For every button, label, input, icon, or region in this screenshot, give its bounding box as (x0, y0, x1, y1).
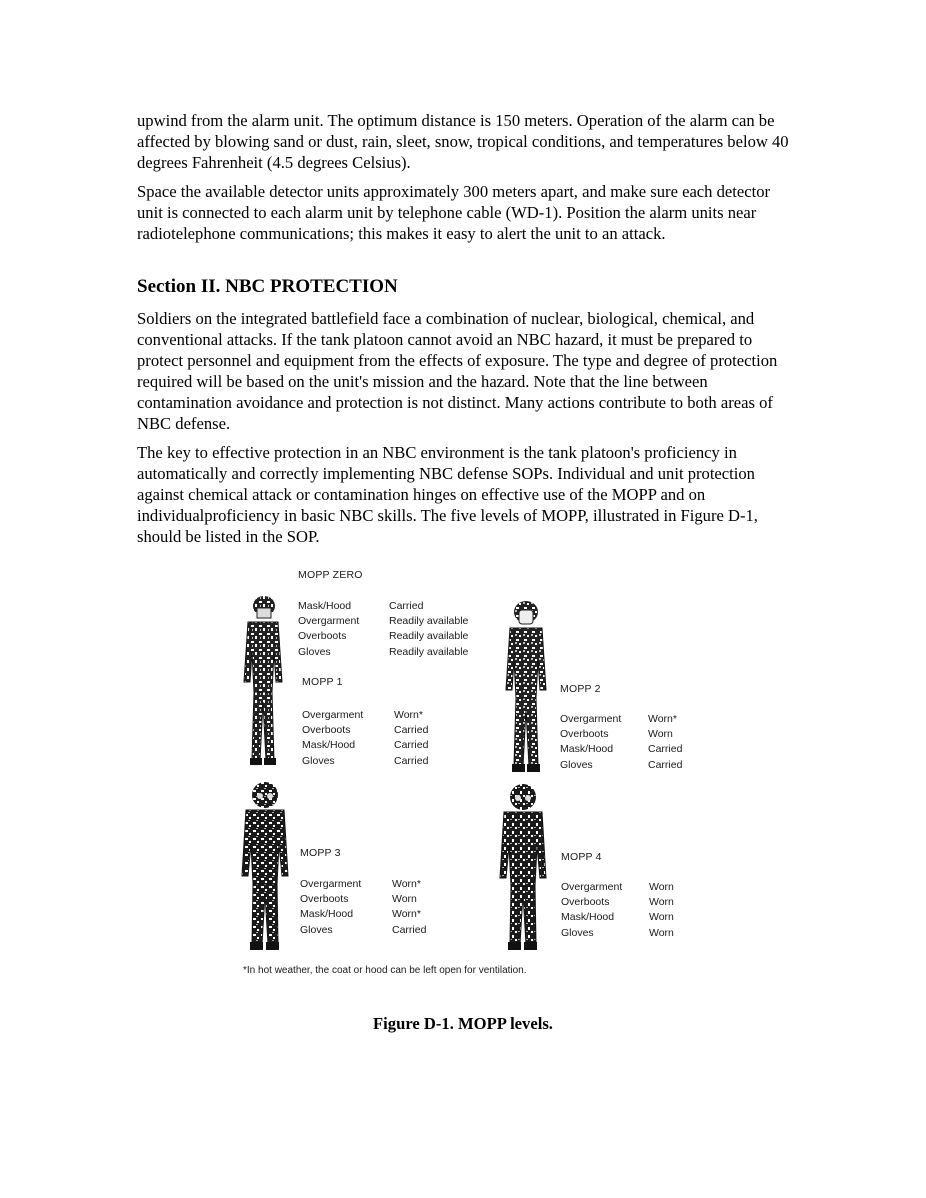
mopp-4-item: Gloves (561, 926, 594, 939)
mopp-2-status: Carried (648, 743, 683, 756)
mopp-zero-title: MOPP ZERO (298, 569, 363, 581)
mopp-1-status: Carried (394, 724, 429, 737)
figure-footnote: *In hot weather, the coat or hood can be left open for ventilation. (243, 965, 527, 976)
mopp-1-status: Carried (394, 739, 429, 752)
mopp-4-item: Overboots (561, 896, 610, 909)
mopp-1-title: MOPP 1 (302, 676, 343, 688)
mopp-zero-item: Mask/Hood (298, 600, 352, 612)
mopp-2-status: Worn* (648, 713, 677, 725)
mopp-zero-status: Readily available (389, 645, 469, 658)
mopp-3-item: Overgarment (300, 878, 362, 890)
mopp-1-status: Carried (394, 754, 429, 767)
soldier-mopp-3-illustration (236, 780, 294, 954)
mopp-zero-status: Readily available (389, 630, 469, 643)
mopp-2-status: Carried (648, 758, 683, 771)
mopp-3-item: Gloves (300, 923, 333, 936)
paragraph-detector-spacing: Space the available detector units approximately 300 meters apart, and make sure each detector unit is connected to each alarm unit by telephone cable (WD-1). Position the alarm units near radiotelephone communications; this makes it easy to alert the unit to an attack. (137, 182, 771, 243)
mopp-3-status: Worn* (392, 878, 421, 890)
mopp-1-item: Overboots (302, 724, 351, 737)
mopp-3-status: Worn* (392, 908, 421, 921)
mopp-3-item: Overboots (300, 893, 349, 906)
mopp-2-item: Overboots (560, 728, 609, 741)
mopp-zero-status: Readily available (389, 615, 469, 628)
mopp-3-item: Mask/Hood (300, 908, 354, 921)
mopp-1-item: Mask/Hood (302, 739, 356, 752)
soldier-mopp-zero-illustration (234, 592, 292, 770)
mopp-zero-item: Gloves (298, 645, 331, 658)
mopp-zero-status: Carried (389, 600, 424, 612)
paragraph-alarm-distance: upwind from the alarm unit. The optimum distance is 150 meters. Operation of the alarm can be affected by blowing sand or dust, rain, sleet, snow, tropical conditions, and temperatures below 40 degrees Fahrenheit (4.5 degrees Celsius). (137, 111, 789, 172)
mopp-4-title: MOPP 4 (561, 851, 602, 863)
mopp-1-item: Overgarment (302, 709, 364, 721)
mopp-4-status: Worn (649, 926, 674, 939)
section-heading: Section II. NBC PROTECTION (137, 276, 398, 297)
mopp-2-item: Overgarment (560, 713, 622, 725)
mopp-1-item: Gloves (302, 754, 335, 767)
mopp-2-status: Worn (648, 728, 673, 741)
mopp-2-item: Gloves (560, 758, 593, 771)
mopp-zero-item: Overgarment (298, 615, 360, 628)
mopp-3-title: MOPP 3 (300, 847, 341, 859)
mopp-3-status: Worn (392, 893, 417, 906)
soldier-mopp-4-illustration (494, 782, 552, 954)
mopp-2-title: MOPP 2 (560, 683, 601, 695)
mopp-4-status: Worn (649, 881, 674, 893)
mopp-2-item: Mask/Hood (560, 743, 614, 756)
mopp-1-status: Worn* (394, 709, 423, 721)
mopp-zero-item: Overboots (298, 630, 347, 643)
mopp-4-status: Worn (649, 896, 674, 909)
mopp-4-status: Worn (649, 911, 674, 924)
mopp-4-item: Mask/Hood (561, 911, 615, 924)
paragraph-nbc-protection: Soldiers on the integrated battlefield face a combination of nuclear, biological, chemical, and conventional attacks. If the tank platoon cannot avoid an NBC hazard, it must be prepared to protect personnel and equipment from the effects of exposure. The type and degree of protection required will be based on the unit's mission and the hazard. Note that the line between contamination avoidance and protection is not distinct. Many actions contribute to both areas of NBC defense. (137, 309, 778, 433)
paragraph-effective-protection: The key to effective protection in an NBC environment is the tank platoon's proficiency in automatically and correctly implementing NBC defense SOPs. Individual and unit protection against chemical attack or contamination hinges on effective use of the MOPP and on individualproficiency in basic NBC skills. The five levels of MOPP, illustrated in Figure D-1, should be listed in the SOP. (137, 443, 758, 546)
mopp-4-item: Overgarment (561, 881, 623, 893)
mopp-3-status: Carried (392, 923, 427, 936)
figure-caption: Figure D-1. MOPP levels. (373, 1014, 553, 1033)
soldier-mopp-2-illustration (498, 598, 556, 778)
